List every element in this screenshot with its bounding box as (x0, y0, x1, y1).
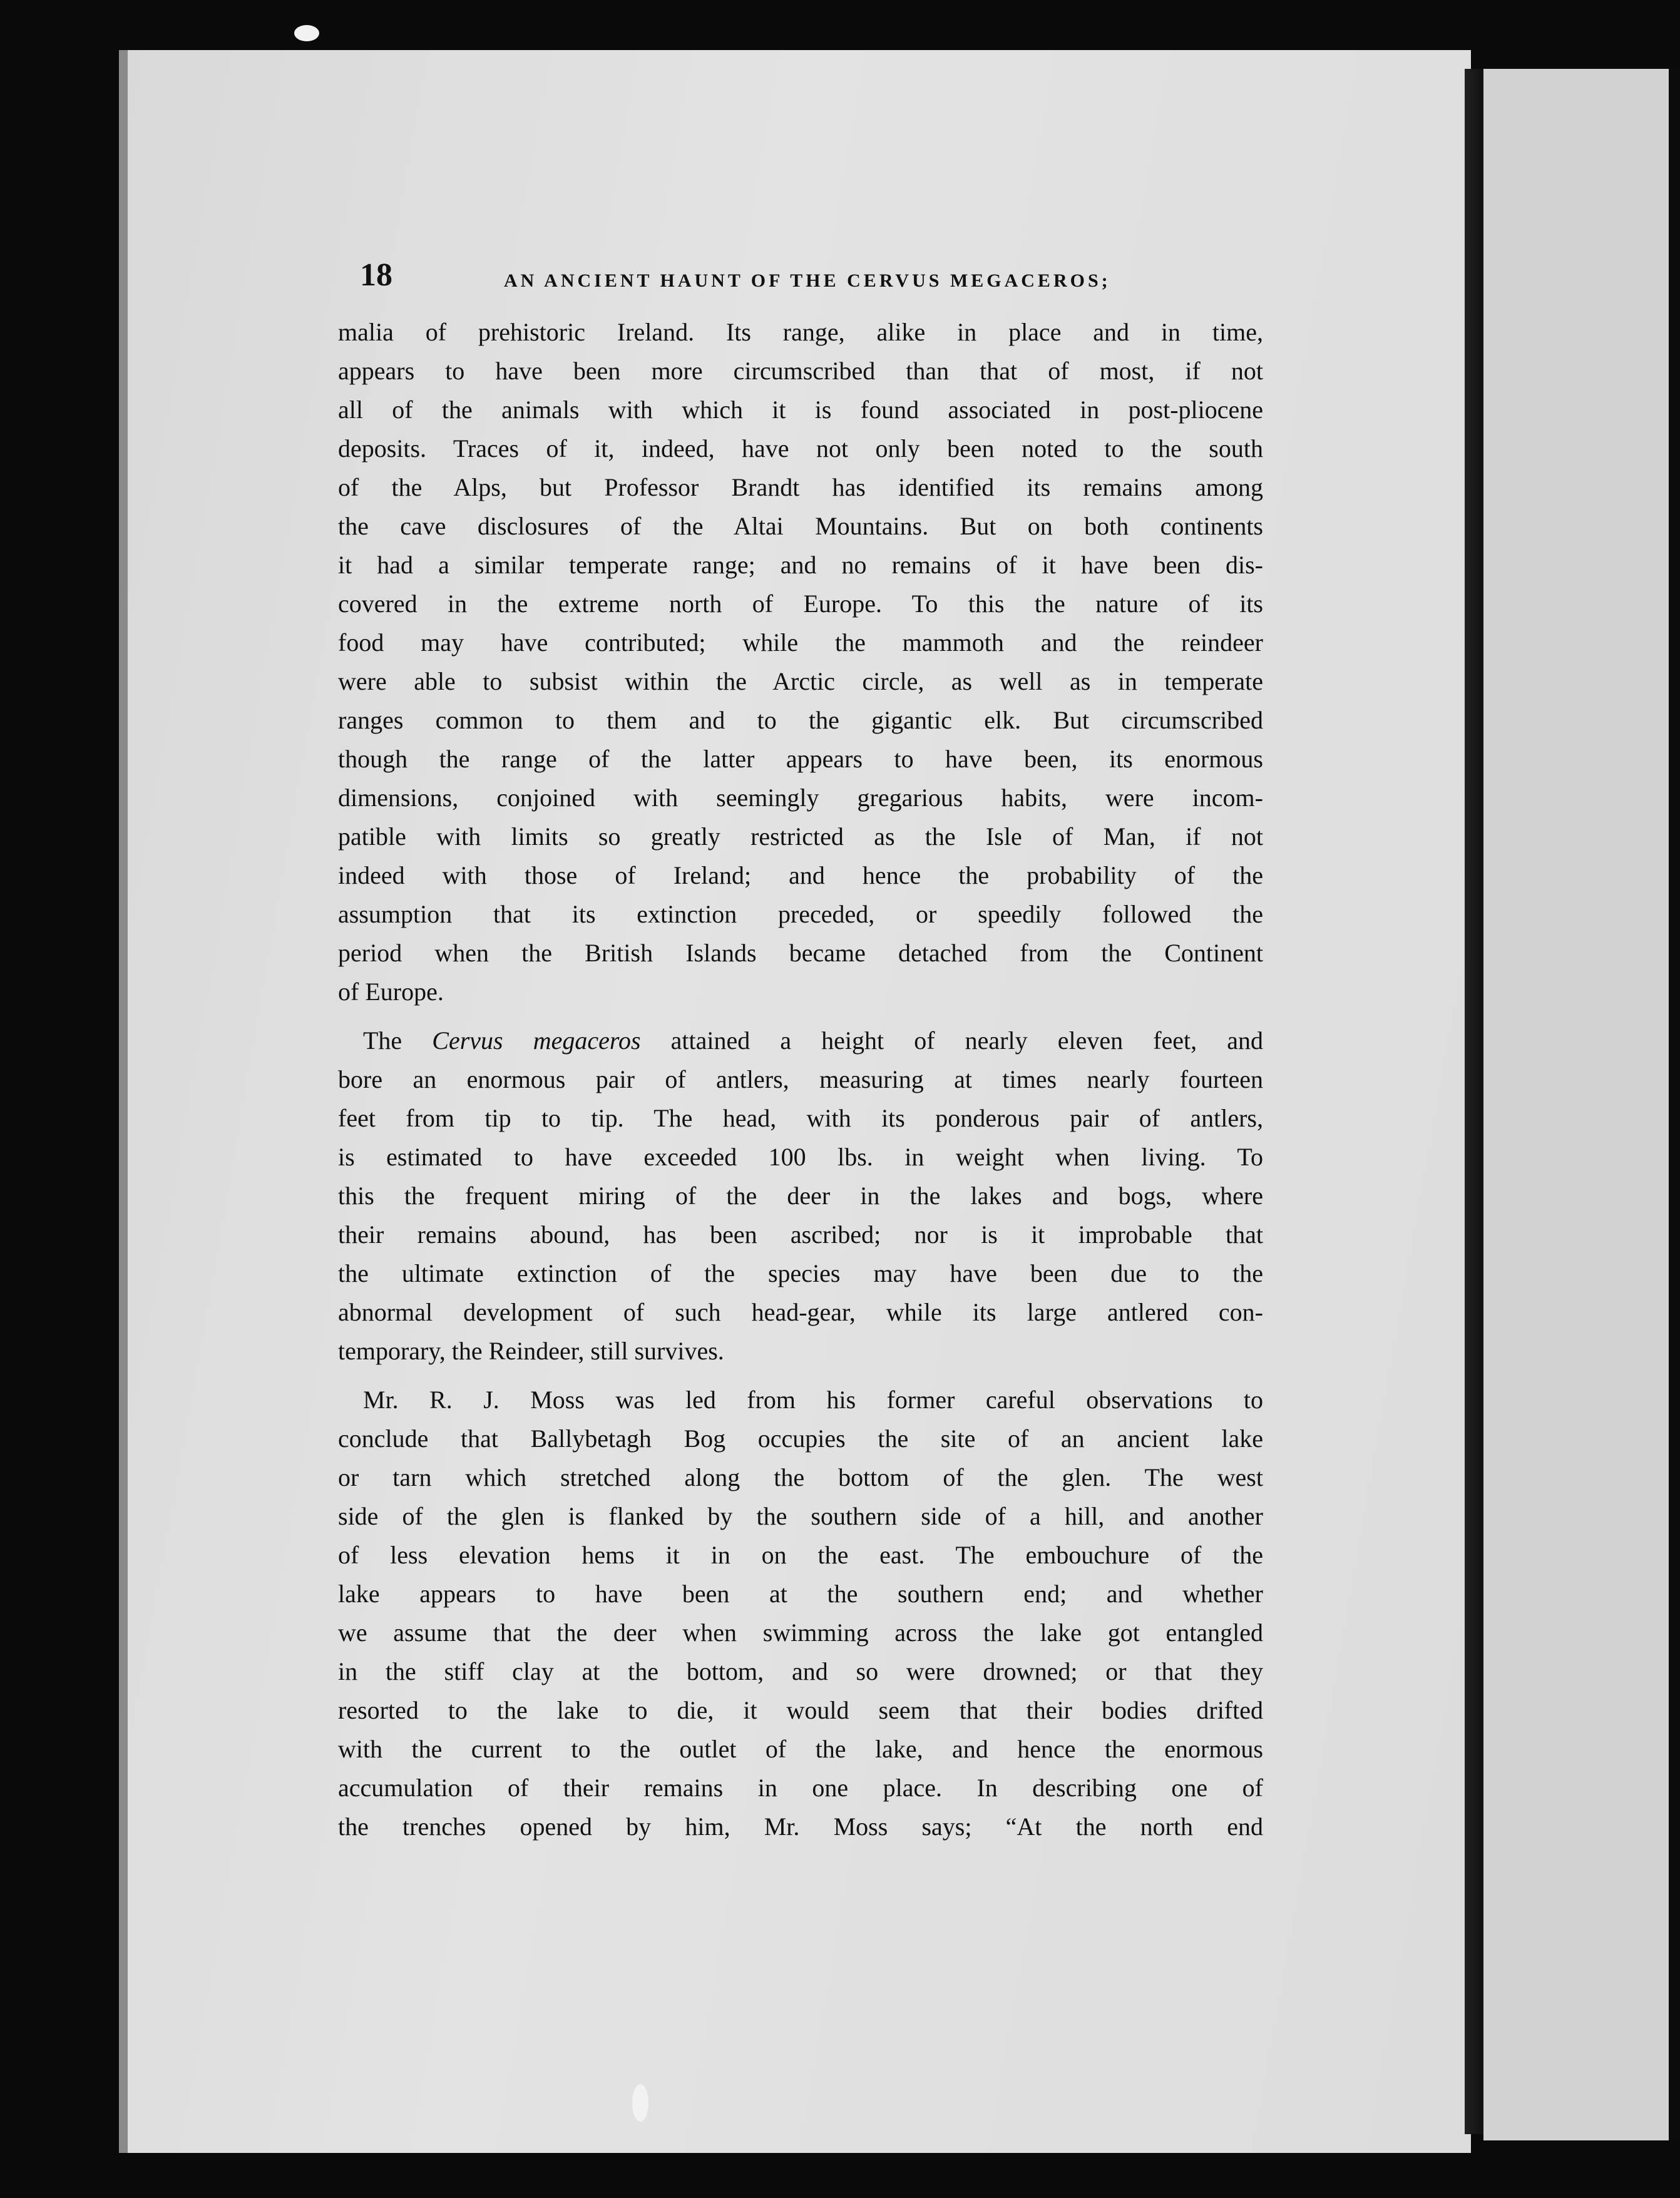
facing-page-edge (1483, 69, 1680, 2140)
text-line: though the range of the latter appears to have been, its enormous (338, 745, 1263, 773)
text-line: or tarn which stretched along the bottom of the glen. The west (338, 1463, 1263, 1491)
text-line: were able to subsist within the Arctic circle, as well as in temperate (338, 667, 1263, 695)
text-line: of less elevation hems it in on the east. The embouchure of the (338, 1541, 1263, 1569)
text-line: covered in the extreme north of Europe. To this the nature of its (338, 590, 1263, 618)
book-gutter (1465, 69, 1483, 2134)
running-head: AN ANCIENT HAUNT OF THE CERVUS MEGACEROS; (504, 270, 1111, 291)
facing-page-shadow (1669, 69, 1680, 2140)
text-line: patible with limits so greatly restricted as the Isle of Man, if not (338, 822, 1263, 851)
text-line: the cave disclosures of the Altai Mountains. But on both continents (338, 512, 1263, 540)
text-line: it had a similar temperate range; and no remains of it have been dis- (338, 551, 1263, 579)
text-line: the ultimate extinction of the species may have been due to the (338, 1259, 1263, 1287)
text-line: is estimated to have exceeded 100 lbs. in weight when living. To (338, 1143, 1263, 1171)
text-run: attained a height of nearly eleven feet, and (640, 1026, 1263, 1055)
text-line: malia of prehistoric Ireland. Its range, alike in place and in time, (338, 318, 1263, 346)
text-line: conclude that Ballybetagh Bog occupies the site of an ancient lake (338, 1424, 1263, 1453)
text-line: the trenches opened by him, Mr. Moss says; “At the north end (338, 1812, 1263, 1841)
text-line: period when the British Islands became detached from the Continent (338, 939, 1263, 967)
text-line: feet from tip to tip. The head, with its ponderous pair of antlers, (338, 1104, 1263, 1132)
text-line: we assume that the deer when swimming across the lake got entangled (338, 1618, 1263, 1647)
text-line: resorted to the lake to die, it would seem that their bodies drifted (338, 1696, 1263, 1724)
text-line: abnormal development of such head-gear, while its large antlered con- (338, 1298, 1263, 1326)
text-line: dimensions, conjoined with seemingly gregarious habits, were incom- (338, 784, 1263, 812)
text-line: lake appears to have been at the southern end; and whether (338, 1580, 1263, 1608)
text-run: The (363, 1026, 433, 1055)
text-line (338, 1021, 1263, 1060)
page-edge (119, 50, 128, 2153)
paragraph-1 (338, 313, 1263, 1011)
text-line: their remains abound, has been ascribed; nor is it improbable that (338, 1220, 1263, 1249)
text-line: deposits. Traces of it, indeed, have not only been noted to the south (338, 434, 1263, 463)
text-line: with the current to the outlet of the lake, and hence the enormous (338, 1735, 1263, 1763)
text-line: temporary, the Reindeer, still survives. (338, 1337, 724, 1365)
text-line: in the stiff clay at the bottom, and so were drowned; or that they (338, 1657, 1263, 1685)
scan-speck (294, 25, 319, 41)
text-line: food may have contributed; while the mammoth and the reindeer (338, 628, 1263, 657)
page-header (360, 257, 1261, 300)
text-line: appears to have been more circumscribed than that of most, if not (338, 357, 1263, 385)
text-line: side of the glen is flanked by the southern side of a hill, and another (338, 1502, 1263, 1530)
text-line: of Europe. (338, 978, 444, 1006)
text-line: all of the animals with which it is found associated in post-pliocene (338, 396, 1263, 424)
paragraph-3 (338, 1381, 1263, 1846)
text-line: accumulation of their remains in one place. In describing one of (338, 1774, 1263, 1802)
text-line: of the Alps, but Professor Brandt has identified its remains among (338, 473, 1263, 501)
paragraph-2 (338, 1021, 1263, 1371)
text-line: assumption that its extinction preceded, or speedily followed the (338, 900, 1263, 928)
text-line: this the frequent miring of the deer in the lakes and bogs, where (338, 1182, 1263, 1210)
body-text (338, 313, 1263, 1846)
text-line: indeed with those of Ireland; and hence the probability of the (338, 861, 1263, 889)
text-line: Mr. R. J. Moss was led from his former careful observations to (363, 1386, 1263, 1414)
text-line: bore an enormous pair of antlers, measuring at times nearly fourteen (338, 1065, 1263, 1093)
scan-speck (632, 2084, 648, 2122)
species-name: Cervus megaceros (432, 1026, 641, 1055)
page-number: 18 (360, 257, 392, 293)
text-line: ranges common to them and to the gigantic elk. But circumscribed (338, 706, 1263, 734)
